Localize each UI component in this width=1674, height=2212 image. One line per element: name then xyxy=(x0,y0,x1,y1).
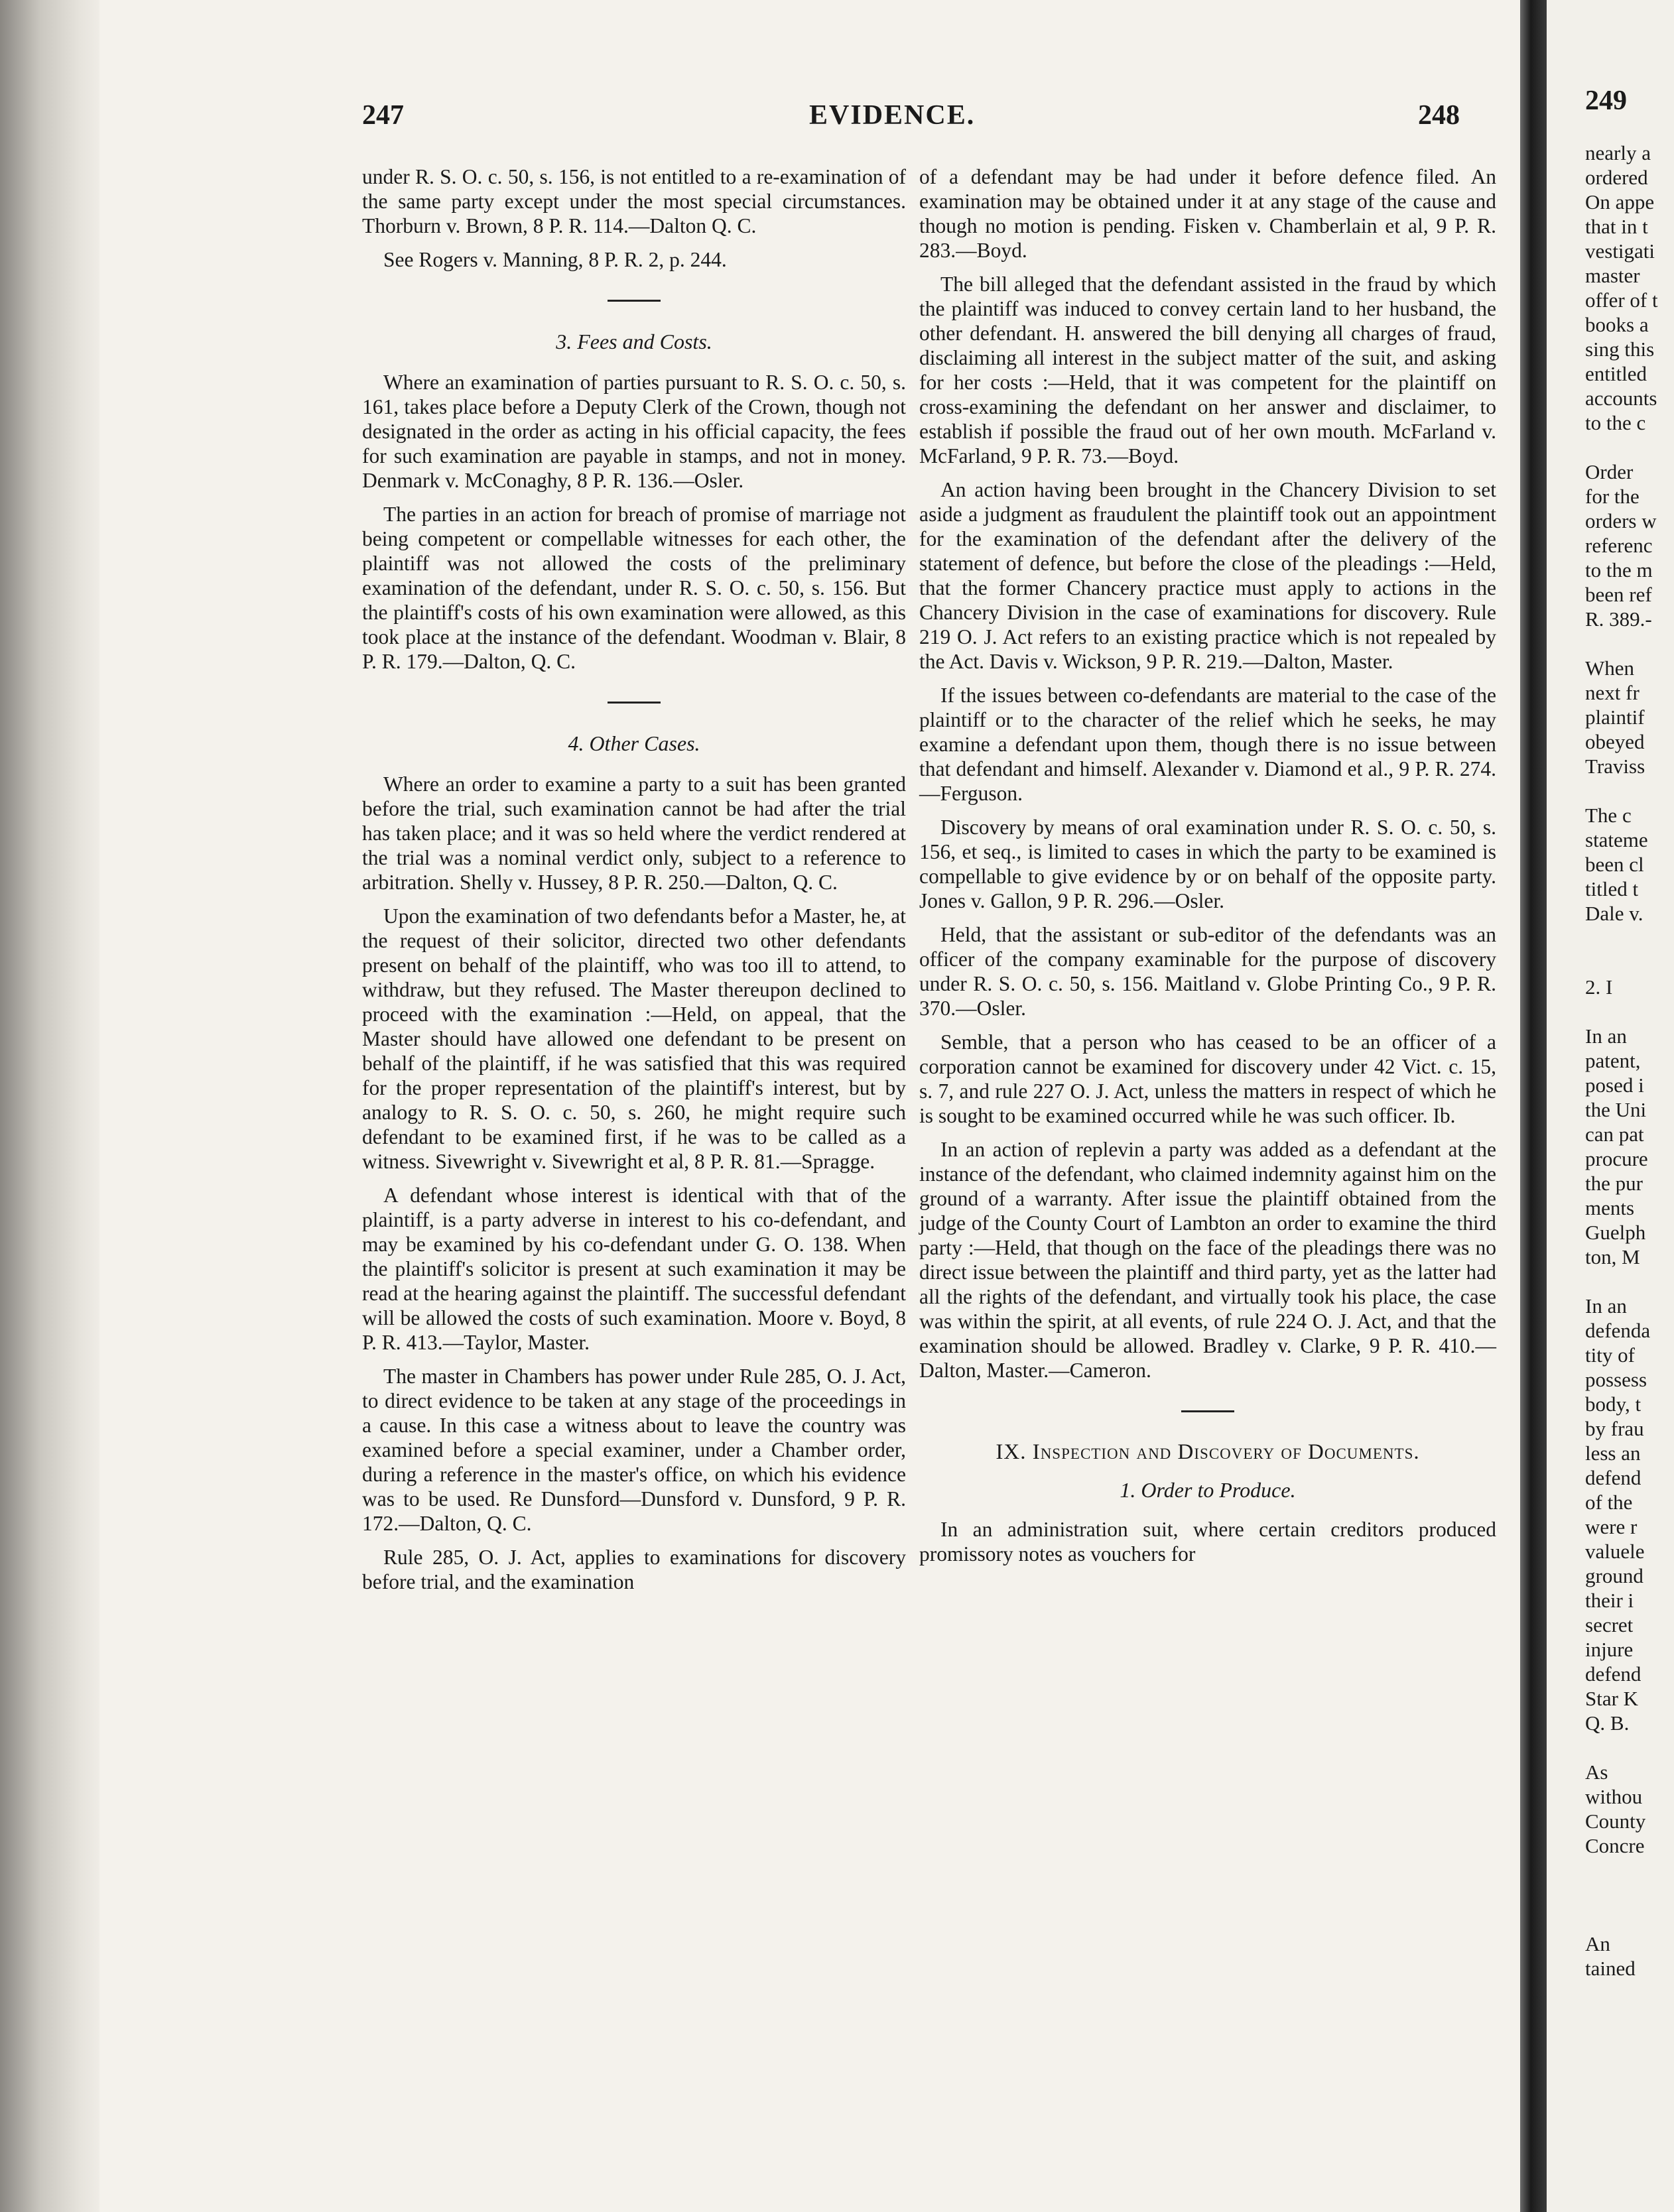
next-page-fragment: possess xyxy=(1585,1368,1647,1391)
next-page-fragment: titled t xyxy=(1585,877,1639,900)
heading-other-cases: 4. Other Cases. xyxy=(568,731,700,755)
section-rule xyxy=(1181,1410,1234,1412)
next-page-fragment: books a xyxy=(1585,313,1649,336)
left-paragraph-4: The parties in an action for breach of promise of marriage not being competent or compellable witnesses for each other, the plaintiff was not allowed the costs of the preliminary examination of the defendant, under R. S. O. c. 50, s. 156. But the plaintiff's costs of his own examination were allowed, as this took place at the instance of the defendant. Woodman v. Blair, 8 P. R. 179.—Dalton, Q. C. xyxy=(362,503,906,673)
next-page-fragment: ments xyxy=(1585,1196,1635,1219)
next-page-fragment: to the c xyxy=(1585,411,1646,434)
left-paragraph-8: The master in Chambers has power under Rule 285, O. J. Act, to direct evidence to be taken at any stage of the proceedings in a cause. In this case a witness about to leave the country was examined before a special examiner, under a Chamber order, during a reference in the master's office, on which his evidence was to be used. Re Dunsford—Dunsford v. Dunsford, 9 P. R. 172.—Dalton, Q. C. xyxy=(362,1365,906,1535)
left-paragraph-6: Upon the examination of two defendants befor a Master, he, at the request of their solicitor, directed two other defendants present on behalf of the plaintiff, who was too ill to attend, to withdraw, but they refused. The Master thereupon declined to proceed with the examination :—Held, on appeal, that the Master should have allowed one defendant to be present on behalf of the plaintiff, if he was satisfied that this was required for the proper representation of the plaintiff's interest, but by analogy to R. S. O. c. 50, s. 260, he might require such defendant to be examined first, if he was to be called as a witness. Sivewright v. Sivewright et al, 8 P. R. 81.—Spragge. xyxy=(362,904,906,1173)
next-page-fragment: to the m xyxy=(1585,558,1653,582)
next-page-fragment: ground xyxy=(1585,1564,1643,1587)
right-page-number: 248 xyxy=(1418,100,1460,131)
next-page-fragment: were r xyxy=(1585,1515,1638,1538)
next-page-fragment: When xyxy=(1585,656,1635,680)
next-page-fragment: tained xyxy=(1585,1957,1636,1980)
book-spine xyxy=(0,0,99,2212)
next-page-fragment: withou xyxy=(1585,1785,1643,1808)
next-page-fragment: secret xyxy=(1585,1613,1634,1636)
next-page-fragment: sing this xyxy=(1585,338,1655,361)
next-page-fragment: that in t xyxy=(1585,215,1648,238)
right-paragraph-5: Discovery by means of oral examination under R. S. O. c. 50, s. 156, et seq., is limited to cases in which the party to be examined is compellable to give evidence by or on behalf of the opposite party. Jones v. Gallon, 9 P. R. 296.—Osler. xyxy=(919,816,1496,912)
next-page-fragment: Dale v. xyxy=(1585,902,1643,925)
next-page-fragment: Q. B. xyxy=(1585,1711,1630,1735)
next-page-fragment: of the xyxy=(1585,1491,1633,1514)
next-page-fragment: tity of xyxy=(1585,1343,1635,1367)
next-page-fragment: defend xyxy=(1585,1662,1642,1686)
next-page-fragment: On appe xyxy=(1585,190,1655,214)
right-paragraph-7: Semble, that a person who has ceased to be an officer of a corporation cannot be examined for discovery under 42 Vict. c. 15, s. 7, and rule 227 O. J. Act, unless the matters in respect of which he is sought to be examined occurred while he was such officer. Ib. xyxy=(919,1030,1496,1127)
next-page-fragment: ton, M xyxy=(1585,1245,1640,1268)
right-paragraph-6: Held, that the assistant or sub-editor of the defendants was an officer of the company examinable for the purpose of discovery under R. S. O. c. 50, s. 156. Maitland v. Globe Printing Co., 9 P. R. 370.—Osler. xyxy=(919,923,1496,1020)
next-page-fragment: defend xyxy=(1585,1466,1642,1489)
next-page-fragment: by frau xyxy=(1585,1417,1644,1440)
right-paragraph-4: If the issues between co-defendants are material to the case of the plaintiff or to the character of the relief which he seeks, he may examine a defendant upon them, though there is no issue between that defendant and himself. Alexander v. Diamond et al., 9 P. R. 274.—Ferguson. xyxy=(919,684,1496,805)
left-paragraph-2: See Rogers v. Manning, 8 P. R. 2, p. 244. xyxy=(383,248,727,271)
next-page-fragment: As xyxy=(1585,1760,1608,1784)
running-head-title: EVIDENCE. xyxy=(809,100,976,131)
next-page-fragment: been cl xyxy=(1585,853,1644,876)
next-page-fragment: Concre xyxy=(1585,1834,1645,1857)
next-page-fragment: vestigati xyxy=(1585,239,1655,263)
next-page-fragment: the Uni xyxy=(1585,1098,1647,1121)
right-paragraph-3: An action having been brought in the Chancery Division to set aside a judgment as fraudulent the plaintiff took out an appointment for the examination of the defendant after the delivery of the statement of defence, but before the close of the pleadings :—Held, that the former Chancery practice must apply to actions in the Chancery Division in the case of examinations for discovery. Rule 219 O. J. Act refers to an existing practice which is not repealed by the Act. Davis v. Wickson, 9 P. R. 219.—Dalton, Master. xyxy=(919,478,1496,673)
left-paragraph-9: Rule 285, O. J. Act, applies to examinations for discovery before trial, and the examination xyxy=(362,1546,906,1593)
heading-order-to-produce: 1. Order to Produce. xyxy=(1120,1478,1296,1502)
next-page-fragment: posed i xyxy=(1585,1074,1644,1097)
next-page-fragment: valuele xyxy=(1585,1540,1645,1563)
left-paragraph-1: under R. S. O. c. 50, s. 156, is not entitled to a re-examination of the same party except under the most special circumstances. Thorburn v. Brown, 8 P. R. 114.—Dalton Q. C. xyxy=(362,165,906,237)
next-page-fragment: procure xyxy=(1585,1147,1648,1170)
next-page-fragment: In an xyxy=(1585,1024,1627,1048)
next-page-fragment: 2. I xyxy=(1585,975,1613,999)
right-paragraph-8: In an action of replevin a party was added as a defendant at the instance of the defendant, who claimed indemnity against him on the ground of a warranty. After issue the plaintiff obtained from the judge of the County Court of Lambton an order to examine the third party :—Held, that though on the face of the pleadings there was no direct issue between the plaintiff and third party, yet as the latter had all the rights of the defendant, and virtually took his place, the case was within the spirit, at all events, of rule 224 O. J. Act, and that the examination should be allowed. Bradley v. Clarke, 9 P. R. 410.—Dalton, Master.—Cameron. xyxy=(919,1138,1496,1382)
next-page-number: 249 xyxy=(1585,86,1627,116)
next-page-fragment: orders w xyxy=(1585,509,1657,532)
next-page-fragment: patent, xyxy=(1585,1049,1641,1072)
next-page-fragment: Guelph xyxy=(1585,1221,1646,1244)
next-page-edge xyxy=(1547,0,1674,2212)
left-paragraph-5: Where an order to examine a party to a suit has been granted before the trial, such examination cannot be had after the trial has taken place; and it was so held where the verdict rendered at the trial was a nominal verdict only, subject to a reference to arbitration. Shelly v. Hussey, 8 P. R. 250.—Dalton, Q. C. xyxy=(362,772,906,894)
next-page-fragment: injure xyxy=(1585,1638,1634,1661)
next-page-fragment: ordered xyxy=(1585,166,1648,189)
heading-fees-and-costs: 3. Fees and Costs. xyxy=(556,330,712,353)
next-page-fragment: In an xyxy=(1585,1294,1627,1318)
next-page-fragment: defenda xyxy=(1585,1319,1651,1342)
next-page-fragment: plaintif xyxy=(1585,706,1645,729)
next-page-fragment: next fr xyxy=(1585,681,1640,704)
next-page-fragment: accounts xyxy=(1585,387,1657,410)
next-page-fragment: Traviss xyxy=(1585,755,1645,778)
next-page-fragment: stateme xyxy=(1585,828,1648,851)
section-rule xyxy=(608,300,661,302)
left-column xyxy=(362,164,906,1603)
next-page-fragment: Star K xyxy=(1585,1687,1639,1710)
next-page-fragment: referenc xyxy=(1585,534,1653,557)
heading-inspection-discovery: IX. Inspection and Discovery of Documents. xyxy=(996,1440,1420,1464)
next-page-fragment: the pur xyxy=(1585,1172,1643,1195)
next-page-fragment: nearly a xyxy=(1585,141,1651,164)
next-page-fragment: entitled xyxy=(1585,362,1647,385)
next-page-fragment: obeyed xyxy=(1585,730,1645,753)
next-page-fragment: Order xyxy=(1585,460,1634,483)
right-paragraph-1: of a defendant may be had under it before defence filed. An examination may be obtained under it at any stage of the cause and though no motion is pending. Fisken v. Chamberlain et al, 9 P. R. 283.—Boyd. xyxy=(919,165,1496,262)
next-page-fragment: The c xyxy=(1585,804,1632,827)
left-paragraph-3: Where an examination of parties pursuant to R. S. O. c. 50, s. 161, takes place before a Deputy Clerk of the Crown, though not designated in the order as acting in his official capacity, the fees for such examination are payable in stamps, and not in money. Denmark v. McConaghy, 8 P. R. 136.—Osler. xyxy=(362,371,906,492)
next-page-fragment: can pat xyxy=(1585,1123,1644,1146)
left-page-number: 247 xyxy=(362,100,404,131)
next-page-fragment: offer of t xyxy=(1585,288,1658,312)
right-column xyxy=(919,164,1496,1575)
page-gutter xyxy=(1520,0,1547,2212)
next-page-fragment: been ref xyxy=(1585,583,1652,606)
section-rule xyxy=(608,702,661,704)
right-paragraph-9: In an administration suit, where certain creditors produced promissory notes as vouchers for xyxy=(919,1518,1496,1566)
next-page-fragment: less an xyxy=(1585,1442,1641,1465)
next-page-fragment: their i xyxy=(1585,1589,1634,1612)
right-paragraph-2: The bill alleged that the defendant assisted in the fraud by which the plaintiff was induced to convey certain land to her husband, the other defendant. H. answered the bill denying all charges of fraud, disclaiming all interest in the subject matter of the suit, and asking for her costs :—Held, that it was competent for the plaintiff on cross-examining the defendant on her answer and disclaimer, to establish if possible the fraud out of her own mouth. McFarland v. McFarland, 9 P. R. 73.—Boyd. xyxy=(919,273,1496,467)
next-page-fragment: body, t xyxy=(1585,1392,1642,1416)
next-page-fragment: County xyxy=(1585,1810,1646,1833)
next-page-fragment: R. 389.- xyxy=(1585,607,1652,631)
next-page-fragment: master xyxy=(1585,264,1640,287)
left-paragraph-7: A defendant whose interest is identical with that of the plaintiff, is a party adverse in interest to his co-defendant, and may be examined by his co-defendant under G. O. 138. When the plaintiff's solicitor is present at such examination it may be read at the hearing against the plaintiff. The successful defendant will be allowed the costs of such examination. Moore v. Boyd, 8 P. R. 413.—Taylor, Master. xyxy=(362,1184,906,1354)
next-page-fragment: for the xyxy=(1585,485,1640,508)
next-page-fragment: An xyxy=(1585,1932,1610,1955)
